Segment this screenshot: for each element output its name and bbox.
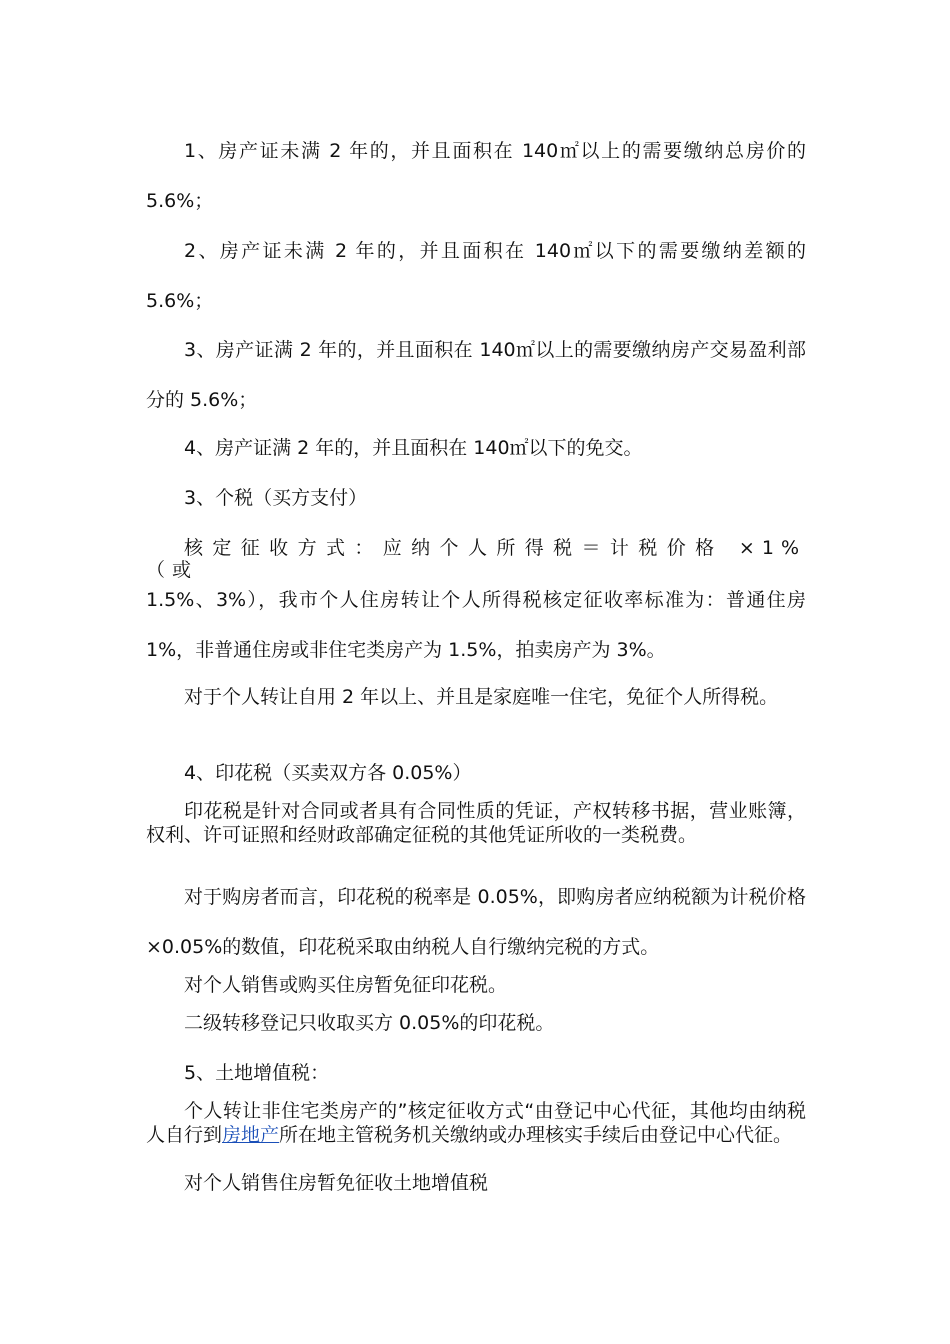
paragraph-stamp-duty-rate: 对于购房者而言，印花税的税率是 0.05%，即购房者应纳税额为计税价格×0.05%的数值，印花税采取由纳税人自行缴纳完税的方式。 [146, 886, 806, 958]
paragraph-land-tax-exemption: 对个人销售住房暂免征收土地增值税 [184, 1172, 489, 1194]
paragraph-text-pre: 个人转让非住宅类房产的”核定征收方式“由登记中心代征，其他均由纳税人自行到 [146, 1100, 806, 1146]
real-estate-link[interactable]: 房地产 [222, 1124, 280, 1146]
paragraph-item-1: 1、房产证未满 2 年的，并且面积在 140㎡以上的需要缴纳总房价的 5.6%； [146, 140, 806, 212]
heading-land-value-added-tax: 5、土地增值税： [184, 1062, 330, 1084]
paragraph-exemption-income-tax: 对于个人转让自用 2 年以上、并且是家庭唯一住宅，免征个人所得税。 [184, 686, 779, 708]
heading-personal-income-tax: 3、个税（买方支付） [184, 487, 368, 509]
paragraph-assessment-rates: 1.5%、3%），我市个人住房转让个人所得税核定征收率标准为：普通住房 1%，非普通住房或非住宅类房产为 1.5%，拍卖房产为 3%。 [146, 589, 806, 661]
paragraph-item-3: 3、房产证满 2 年的，并且面积在 140㎡以上的需要缴纳房产交易盈利部分的 5.6%； [146, 339, 806, 411]
paragraph-secondary-transfer: 二级转移登记只收取买方 0.05%的印花税。 [184, 1012, 555, 1034]
heading-stamp-duty: 4、印花税（买卖双方各 0.05%） [184, 762, 472, 784]
paragraph-item-2: 2、房产证未满 2 年的，并且面积在 140㎡以下的需要缴纳差额的 5.6%； [146, 240, 806, 312]
paragraph-text-post: 所在地主管税务机关缴纳或办理核实手续后由登记中心代征。 [279, 1124, 793, 1146]
paragraph-item-4: 4、房产证满 2 年的，并且面积在 140㎡以下的免交。 [184, 437, 643, 459]
paragraph-stamp-duty-definition: 印花税是针对合同或者具有合同性质的凭证，产权转移书据，营业账簿，权利、许可证照和经财政部确定征税的其他凭证所收的一类税费。 [146, 800, 806, 846]
paragraph-assessment-method: 核定征收方式：应纳个人所得税＝计税价格 ×1%（或 [146, 537, 806, 581]
paragraph-stamp-duty-exemption: 对个人销售或购买住房暂免征印花税。 [184, 974, 508, 996]
paragraph-land-tax-collection [146, 1099, 806, 1147]
